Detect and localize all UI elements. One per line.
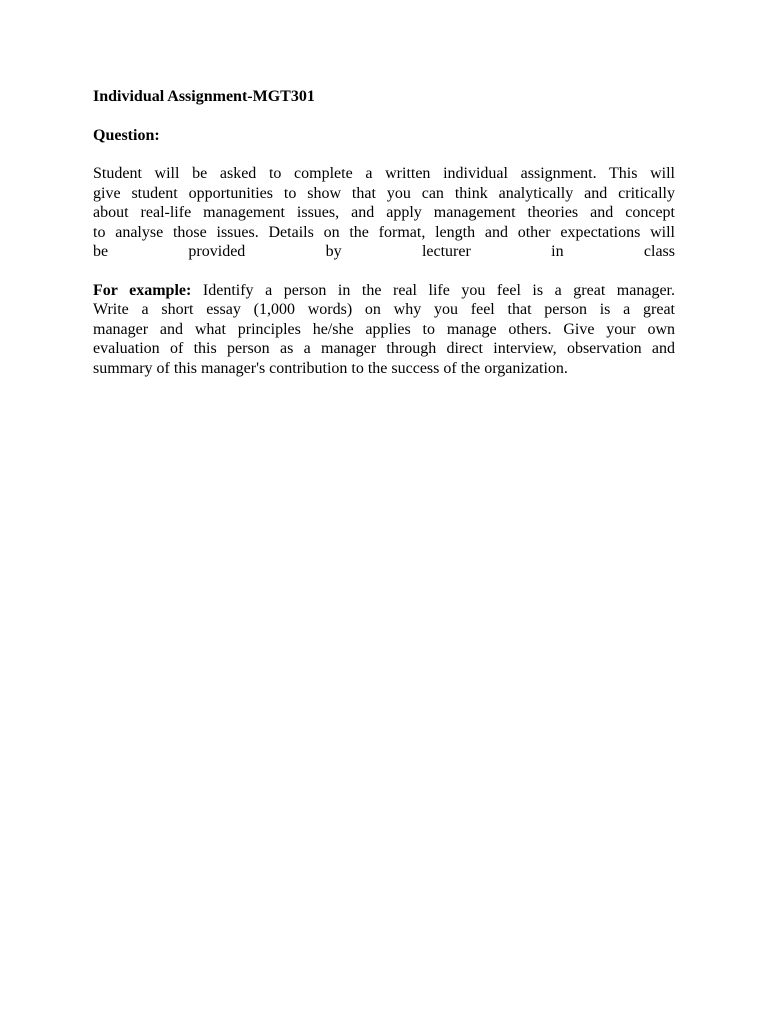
paragraph-line: summary of this manager's contribution to the success of the organization. [93, 359, 568, 377]
paragraph-line: Student will be asked to complete a written individual assignment. This will [93, 165, 675, 182]
document-page [93, 87, 675, 378]
paragraph-line: to analyse those issues. Details on the format, length and other expectations will [93, 223, 675, 241]
example-label: For example: [93, 281, 192, 299]
paragraph-spacer [93, 262, 675, 281]
paragraph-line: about real-life management issues, and apply management theories and concept [93, 204, 675, 221]
paragraph-line: Write a short essay (1,000 words) on why you feel that person is a great [93, 301, 675, 318]
paragraph-line: be provided by lecturer in class [93, 243, 675, 260]
paragraph-line: manager and what principles he/she applies to manage others. Give your own [93, 320, 675, 338]
document-title: Individual Assignment-MGT301 [93, 88, 315, 105]
paragraph-line [93, 281, 675, 301]
example-paragraph [93, 281, 675, 379]
paragraph-line: evaluation of this person as a manager through direct interview, observation and [93, 340, 675, 357]
question-heading: Question: [93, 126, 160, 144]
assignment-description [93, 164, 675, 262]
example-text-start: Identify a person in the real life you feel is a great manager. [202, 281, 676, 299]
paragraph-line: give student opportunities to show that you can think analytically and critically [93, 184, 675, 202]
